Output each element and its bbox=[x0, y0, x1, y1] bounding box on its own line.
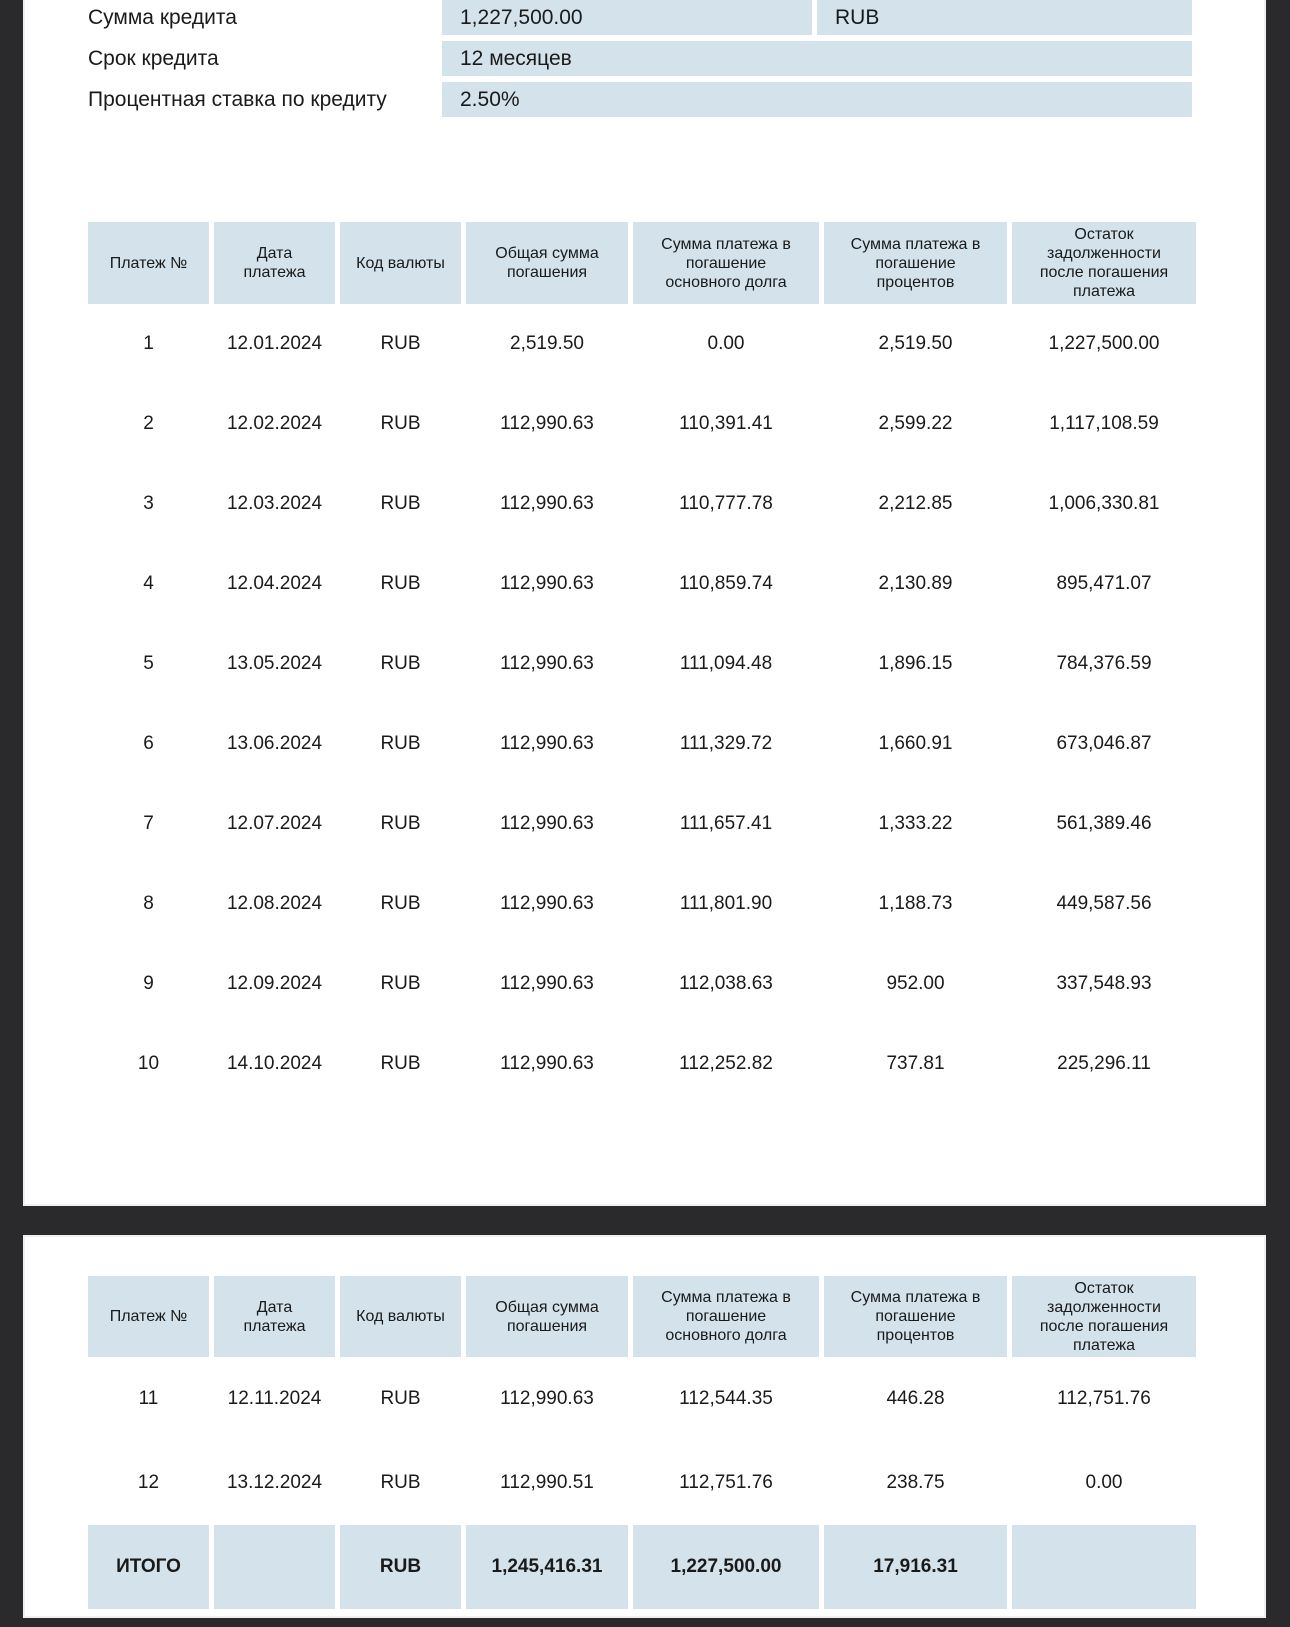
total-empty-cell bbox=[214, 1525, 335, 1609]
payment-row bbox=[88, 464, 1196, 544]
payment-cell: 1,006,330.81 bbox=[1048, 493, 1160, 514]
payment-cell: RUB bbox=[380, 493, 421, 514]
payment-cell: 2,212.85 bbox=[878, 493, 953, 514]
payment-cell: 5 bbox=[143, 653, 154, 674]
payment-cell: 12.08.2024 bbox=[226, 893, 323, 914]
payment-cell: 561,389.46 bbox=[1056, 813, 1152, 834]
payment-cell: RUB bbox=[380, 1388, 421, 1409]
payment-cell: 952.00 bbox=[886, 973, 945, 994]
payment-cell: 1,117,108.59 bbox=[1049, 413, 1159, 434]
payment-cell: 2,599.22 bbox=[878, 413, 953, 434]
total-repayment: 1,245,416.31 bbox=[466, 1525, 628, 1609]
total-empty-cell bbox=[1012, 1525, 1196, 1609]
column-header: Платеж № bbox=[88, 222, 209, 304]
payment-cell: 446.28 bbox=[886, 1388, 945, 1409]
payment-schedule-table-page1 bbox=[83, 222, 1201, 1104]
payment-cell: 1,333.22 bbox=[878, 813, 953, 834]
payment-cell: 14.10.2024 bbox=[226, 1053, 323, 1074]
loan-currency-value: RUB bbox=[817, 0, 1192, 35]
payment-cell: 13.06.2024 bbox=[226, 733, 323, 754]
payment-cell: 111,094.48 bbox=[679, 653, 773, 674]
payment-cell: 12.11.2024 bbox=[227, 1388, 322, 1409]
column-header: Дата платежа bbox=[214, 1276, 335, 1357]
payment-row bbox=[88, 624, 1196, 704]
payment-cell: 110,391.41 bbox=[679, 413, 773, 434]
table-header bbox=[88, 1276, 1196, 1357]
payment-cell: 112,990.63 bbox=[500, 653, 594, 674]
table-body bbox=[88, 1357, 1196, 1525]
payment-cell: 12 bbox=[137, 1472, 160, 1493]
payment-cell: 0.00 bbox=[1085, 1472, 1123, 1493]
header-row bbox=[88, 1276, 1196, 1357]
payment-cell: 13.12.2024 bbox=[226, 1472, 323, 1493]
payment-cell: RUB bbox=[380, 813, 421, 834]
payment-cell: 0.00 bbox=[707, 333, 745, 354]
total-row bbox=[88, 1525, 1196, 1609]
payment-row bbox=[88, 1357, 1196, 1441]
payment-cell: 112,544.35 bbox=[679, 1388, 773, 1409]
payment-cell: 1,896.15 bbox=[878, 653, 953, 674]
payment-cell: 112,990.63 bbox=[500, 1388, 594, 1409]
page-1 bbox=[23, 0, 1266, 1206]
payment-row bbox=[88, 864, 1196, 944]
payment-schedule-table-page2 bbox=[83, 1276, 1201, 1609]
payment-cell: 110,859.74 bbox=[679, 573, 773, 594]
payment-cell: 673,046.87 bbox=[1056, 733, 1152, 754]
payment-cell: 1 bbox=[143, 333, 154, 354]
payment-cell: 12.02.2024 bbox=[226, 413, 323, 434]
loan-term-label: Срок кредита bbox=[88, 47, 219, 70]
column-header: Дата платежа bbox=[214, 222, 335, 304]
column-header: Код валюты bbox=[340, 1276, 461, 1357]
total-principal: 1,227,500.00 bbox=[633, 1525, 819, 1609]
payment-cell: RUB bbox=[380, 973, 421, 994]
payment-cell: 112,751.76 bbox=[1057, 1388, 1151, 1409]
payment-cell: 225,296.11 bbox=[1057, 1053, 1151, 1074]
payment-cell: 10 bbox=[137, 1053, 160, 1074]
loan-rate-value: 2.50% bbox=[442, 82, 1192, 117]
payment-row bbox=[88, 784, 1196, 864]
payment-cell: 112,990.63 bbox=[500, 973, 594, 994]
payment-cell: 7 bbox=[143, 813, 154, 834]
payment-cell: 8 bbox=[143, 893, 154, 914]
payment-cell: RUB bbox=[380, 893, 421, 914]
payment-cell: 238.75 bbox=[886, 1472, 945, 1493]
payment-cell: 2,519.50 bbox=[510, 333, 584, 354]
total-interest: 17,916.31 bbox=[824, 1525, 1007, 1609]
payment-cell: 1,660.91 bbox=[878, 733, 953, 754]
payment-cell: RUB bbox=[380, 333, 421, 354]
payment-cell: 112,990.63 bbox=[500, 813, 594, 834]
payment-cell: 112,990.63 bbox=[500, 893, 594, 914]
loan-amount-value: 1,227,500.00 bbox=[442, 0, 812, 35]
payment-cell: 110,777.78 bbox=[679, 493, 773, 514]
payment-cell: 12.03.2024 bbox=[226, 493, 323, 514]
payment-cell: 2 bbox=[143, 413, 154, 434]
table-header bbox=[88, 222, 1196, 304]
payment-cell: 737.81 bbox=[886, 1053, 945, 1074]
payment-cell: 12.07.2024 bbox=[226, 813, 323, 834]
total-label: ИТОГО bbox=[88, 1525, 209, 1609]
payment-cell: 12.01.2024 bbox=[226, 333, 323, 354]
payment-cell: 2,130.89 bbox=[878, 573, 953, 594]
column-header: Сумма платежа в погашение основного долга bbox=[633, 1276, 819, 1357]
payment-row bbox=[88, 704, 1196, 784]
payment-cell: RUB bbox=[380, 1472, 421, 1493]
payment-cell: 112,038.63 bbox=[679, 973, 773, 994]
header-row bbox=[88, 222, 1196, 304]
payment-row bbox=[88, 544, 1196, 624]
payment-cell: RUB bbox=[380, 573, 421, 594]
payment-row bbox=[88, 944, 1196, 1024]
payment-cell: 1,227,500.00 bbox=[1048, 333, 1160, 354]
column-header: Остаток задолженности после погашения платежа bbox=[1012, 222, 1196, 304]
payment-cell: 449,587.56 bbox=[1056, 893, 1152, 914]
payment-cell: RUB bbox=[380, 653, 421, 674]
column-header: Сумма платежа в погашение процентов bbox=[824, 222, 1007, 304]
loan-rate-label: Процентная ставка по кредиту bbox=[88, 88, 387, 111]
payment-cell: 112,990.63 bbox=[500, 1053, 594, 1074]
payment-cell: 9 bbox=[143, 973, 154, 994]
table-body bbox=[88, 304, 1196, 1104]
loan-term-value: 12 месяцев bbox=[442, 41, 1192, 76]
column-header: Сумма платежа в погашение основного долга bbox=[633, 222, 819, 304]
column-header: Общая сумма погашения bbox=[466, 222, 628, 304]
payment-cell: 3 bbox=[143, 493, 154, 514]
payment-cell: RUB bbox=[380, 1053, 421, 1074]
payment-row bbox=[88, 1441, 1196, 1525]
payment-cell: 4 bbox=[143, 573, 154, 594]
payment-cell: 1,188.73 bbox=[878, 893, 953, 914]
payment-cell: 111,657.41 bbox=[679, 813, 773, 834]
payment-cell: 12.04.2024 bbox=[226, 573, 323, 594]
payment-cell: 895,471.07 bbox=[1056, 573, 1152, 594]
table-footer bbox=[88, 1525, 1196, 1609]
payment-row bbox=[88, 304, 1196, 384]
payment-cell: 337,548.93 bbox=[1056, 973, 1152, 994]
payment-cell: 112,751.76 bbox=[679, 1472, 773, 1493]
payment-cell: 2,519.50 bbox=[878, 333, 953, 354]
payment-row bbox=[88, 384, 1196, 464]
column-header: Сумма платежа в погашение процентов bbox=[824, 1276, 1007, 1357]
column-header: Код валюты bbox=[340, 222, 461, 304]
payment-cell: 13.05.2024 bbox=[226, 653, 323, 674]
payment-cell: 12.09.2024 bbox=[226, 973, 323, 994]
payment-cell: 112,990.63 bbox=[500, 493, 594, 514]
payment-row bbox=[88, 1024, 1196, 1104]
payment-cell: 112,990.63 bbox=[500, 733, 594, 754]
column-header: Остаток задолженности после погашения платежа bbox=[1012, 1276, 1196, 1357]
column-header: Общая сумма погашения bbox=[466, 1276, 628, 1357]
column-header: Платеж № bbox=[88, 1276, 209, 1357]
page-2 bbox=[23, 1235, 1266, 1618]
payment-cell: RUB bbox=[380, 733, 421, 754]
payment-cell: 784,376.59 bbox=[1056, 653, 1152, 674]
payment-cell: 112,990.63 bbox=[500, 413, 594, 434]
payment-cell: 111,801.90 bbox=[679, 893, 773, 914]
payment-cell: 112,990.51 bbox=[500, 1472, 594, 1493]
payment-cell: 11 bbox=[138, 1388, 159, 1409]
payment-cell: RUB bbox=[380, 413, 421, 434]
payment-cell: 112,252.82 bbox=[679, 1053, 773, 1074]
total-currency: RUB bbox=[340, 1525, 461, 1609]
payment-cell: 112,990.63 bbox=[500, 573, 594, 594]
loan-amount-label: Сумма кредита bbox=[88, 6, 237, 29]
payment-cell: 111,329.72 bbox=[679, 733, 773, 754]
payment-cell: 6 bbox=[143, 733, 154, 754]
